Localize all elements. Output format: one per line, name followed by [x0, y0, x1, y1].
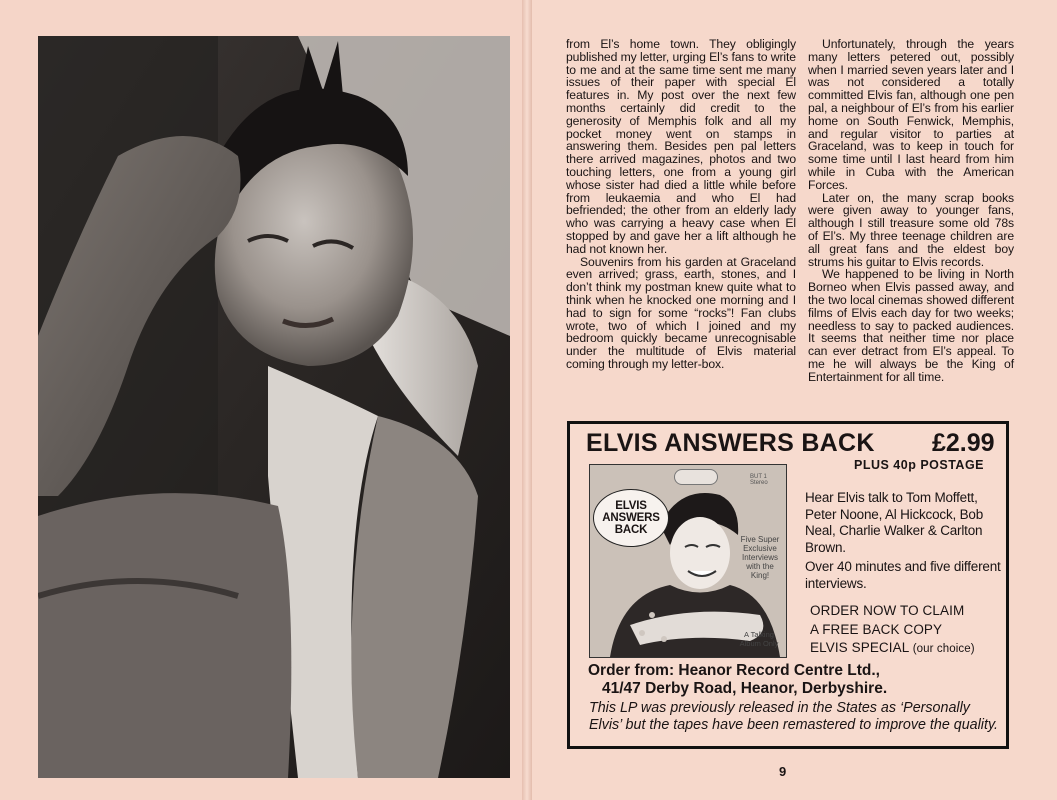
ad-order-offer	[810, 602, 1010, 659]
book-gutter	[522, 0, 532, 800]
ad-price: £2.99	[932, 429, 995, 457]
album-catalog-number: BUT 1 Stereo	[750, 474, 768, 486]
album-talking-text: A Talking Album Only	[739, 630, 779, 648]
ad-postage: PLUS 40p POSTAGE	[854, 458, 985, 472]
article-column-2	[808, 38, 1014, 384]
ad-body-text: Hear Elvis talk to Tom Moffett, Peter Noone, Al Hickcock, Bob Neal, Charlie Walker & Carlton Brown.	[805, 490, 984, 555]
article-paragraph: Souvenirs from his garden at Graceland even arrived; grass, earth, stones, and I don’t think my postman knew quite what to think when he knocked one morning and I had to sign for some “rocks”! Fan clubs wrote, two of which I joined and my bedroom quickly became unrecognisable under the multitude of Elvis material coming through my letter-box.	[566, 254, 796, 371]
article-paragraph: We happened to be living in North Borneo when Elvis passed away, and the two local cinemas showed different films of Elvis each day for two weeks; needless to say to packed audiences. It seems that neither time nor place can ever detract from El’s appeal. To me he will always be the King of Entertainment for all time.	[808, 267, 1014, 384]
ad-title: ELVIS ANSWERS BACK	[586, 429, 875, 457]
speech-bubble	[593, 489, 669, 547]
bubble-text: ELVIS	[615, 500, 647, 512]
ad-order-from: Order from: Heanor Record Centre Ltd.,	[588, 662, 880, 679]
article-paragraph: from El’s home town. They obligingly published my letter, urging El’s fans to write to me and at the same time sent me many issues of their paper with special El features in. My post over the next few months certainly did credit to the generosity of Memphis folk and all my pocket money went on stamps in answering them. Besides pen pal letters there arrived magazines, photos and two touching letters, one from a young girl whose sister had died a little while before from leukaemia and who El had befriended; the other from an elderly lady who was carrying a heavy case when El stopped by and gave her a lift although he had not known her.	[566, 37, 796, 256]
album-cover-image	[589, 464, 787, 658]
article-column-1	[566, 38, 796, 371]
ad-address: 41/47 Derby Road, Heanor, Derbyshire.	[602, 680, 888, 697]
article-paragraph: Unfortunately, through the years many letters petered out, possibly when I married seven years later and I was not considered a totally committed Elvis fan, although one pen pal, a neighbour of El’s from his earlier home on South Fenwick, Memphis, and regular visitor to parties at Graceland, was to keep in touch for some time until I last heard from him while in Cuba with the American Forces.	[808, 37, 1014, 192]
album-side-text: Five Super Exclusive Interviews with the King!	[740, 535, 780, 580]
advertisement-box	[567, 421, 1009, 749]
photo-illustration	[38, 36, 510, 778]
record-label-logo	[674, 469, 718, 485]
left-page	[0, 0, 526, 800]
order-line-3	[810, 639, 1010, 659]
order-line-text: ELVIS SPECIAL	[810, 640, 909, 655]
order-choice: (our choice)	[912, 643, 975, 655]
order-line: A FREE BACK COPY	[810, 621, 943, 637]
ad-description	[805, 490, 1005, 595]
ad-note: This LP was previously released in the States as ‘Personally Elvis’ but the tapes have been remastered to improve the quality.	[589, 700, 999, 733]
article-paragraph: Later on, the many scrap books were given away to younger fans, although I still treasure some old 78s of El’s. My three teenage children are all great fans and the eldest boy strums his guitar to Elvis records.	[808, 190, 1014, 269]
order-line: ORDER NOW TO CLAIM	[810, 603, 965, 618]
ad-body-text: Over 40 minutes and five different interviews.	[805, 559, 1001, 591]
bubble-text: BACK	[614, 524, 648, 536]
bubble-text: ANSWERS	[602, 512, 660, 524]
elvis-portrait-photo	[38, 36, 510, 778]
page-number: 9	[779, 764, 787, 779]
